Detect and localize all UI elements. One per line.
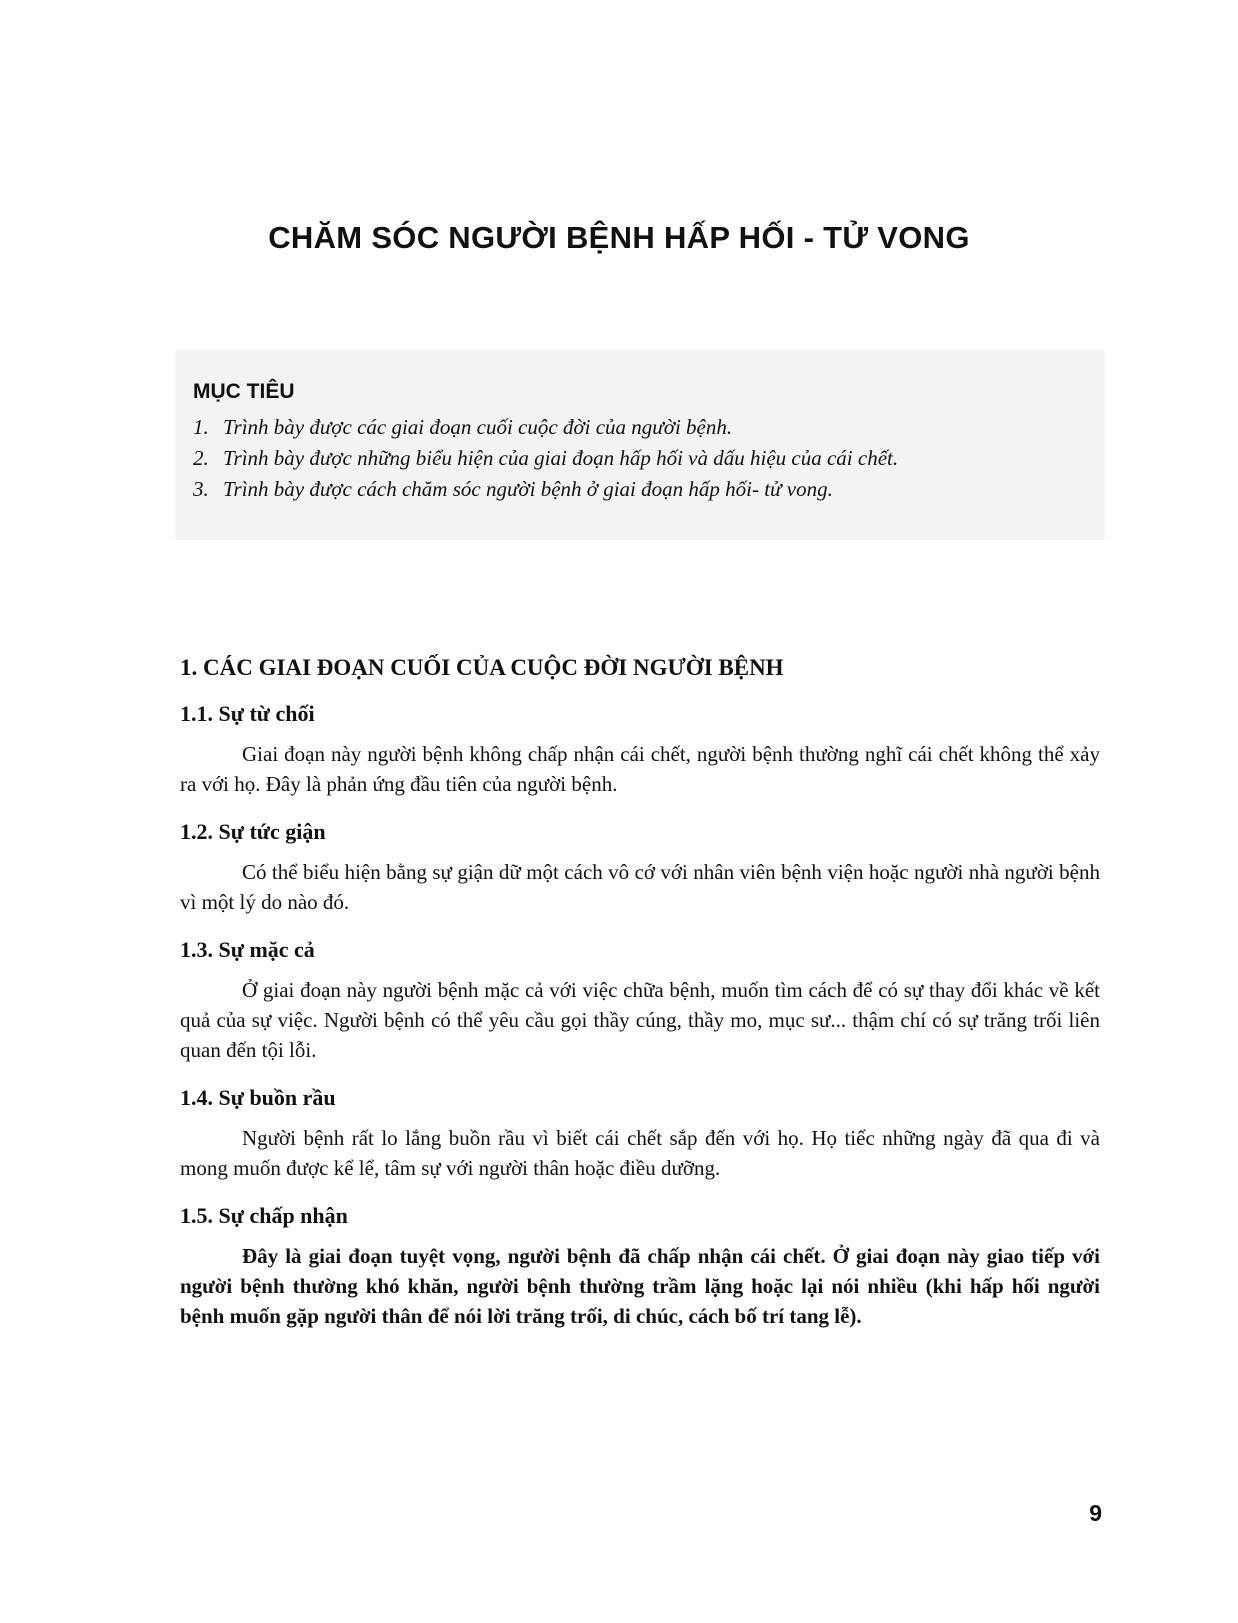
objectives-list [193, 412, 1087, 505]
objective-text: Trình bày được các giai đoạn cuối cuộc đời của người bệnh. [223, 415, 733, 439]
section-heading: 1. CÁC GIAI ĐOẠN CUỐI CỦA CUỘC ĐỜI NGƯỜI BỆNH [180, 655, 784, 680]
objective-number: 3. [193, 477, 209, 501]
subsection-heading: 1.4. Sự buồn rầu [180, 1085, 336, 1110]
objectives-box [175, 350, 1105, 540]
subsection-heading: 1.2. Sự tức giận [180, 819, 326, 844]
subsection-heading: 1.3. Sự mặc cả [180, 937, 315, 962]
objective-text: Trình bày được những biểu hiện của giai đoạn hấp hối và dấu hiệu của cái chết. [223, 446, 899, 470]
subsection-paragraph: Người bệnh rất lo lắng buồn rầu vì biết cái chết sắp đến với họ. Họ tiếc những ngày đã qua đi và mong muốn được kể lể, tâm sự với người thân hoặc điều dưỡng. [180, 1126, 1100, 1180]
main-content [180, 655, 1100, 1351]
objective-item [193, 443, 1087, 474]
objective-number: 2. [193, 446, 209, 470]
subsection-heading: 1.1. Sự từ chối [180, 701, 315, 726]
objective-number: 1. [193, 415, 209, 439]
subsection-paragraph: Có thể biểu hiện bằng sự giận dữ một cách vô cớ với nhân viên bệnh viện hoặc người nhà người bệnh vì một lý do nào đó. [180, 860, 1100, 914]
subsection-heading: 1.5. Sự chấp nhận [180, 1203, 348, 1228]
subsection-paragraph: Giai đoạn này người bệnh không chấp nhận cái chết, người bệnh thường nghĩ cái chết không thể xảy ra với họ. Đây là phản ứng đầu tiên của người bệnh. [180, 742, 1100, 796]
objectives-heading: MỤC TIÊU [193, 380, 295, 403]
objective-text: Trình bày được cách chăm sóc người bệnh ở giai đoạn hấp hối- tử vong. [223, 477, 833, 501]
subsection-paragraph: Ở giai đoạn này người bệnh mặc cả với việc chữa bệnh, muốn tìm cách để có sự thay đổi khác về kết quả của sự việc. Người bệnh có thể yêu cầu gọi thầy cúng, thầy mo, mục sư... thậm chí có sự trăng trối liên quan đến tội lỗi. [180, 978, 1100, 1062]
objective-item [193, 412, 1087, 443]
objective-item [193, 474, 1087, 505]
page-number: 9 [1089, 1500, 1102, 1526]
subsection-paragraph: Đây là giai đoạn tuyệt vọng, người bệnh đã chấp nhận cái chết. Ở giai đoạn này giao tiếp với người bệnh thường khó khăn, người bệnh thường trầm lặng hoặc lại nói nhiều (khi hấp hối người bệnh muốn gặp người thân để nói lời trăng trối, di chúc, cách bố trí tang lễ). [180, 1244, 1100, 1328]
page-title: CHĂM SÓC NGƯỜI BỆNH HẤP HỐI - TỬ VONG [268, 220, 970, 255]
